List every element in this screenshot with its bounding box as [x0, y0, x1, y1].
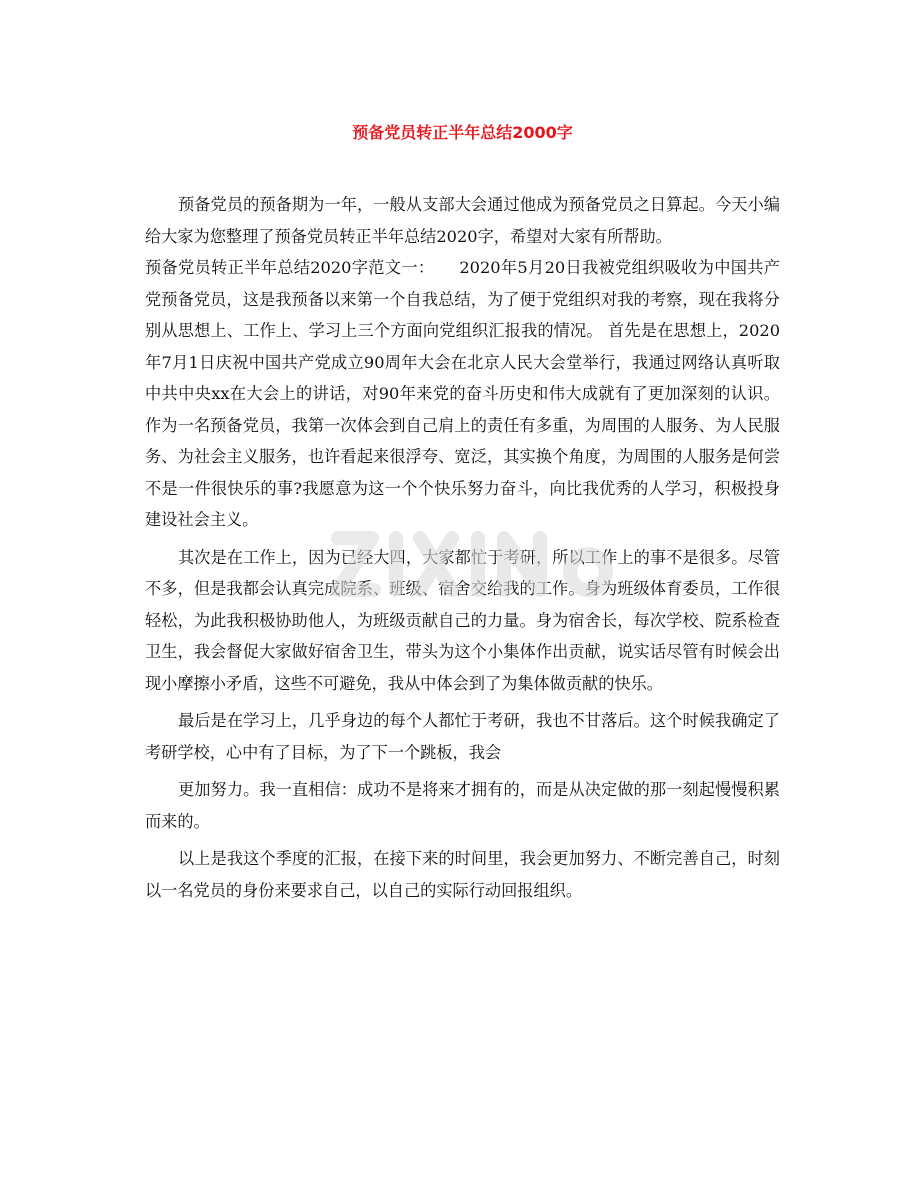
- paragraph-thought: 预备党员转正半年总结2020字范文一： 2020年5月20日我被党组织吸收为中国共产党预备党员，这是我预备以来第一个自我总结，为了便于党组织对我的考察，现在我将分别从思想上、工作上、学习上三个方面向党组织汇报我的情况。 首先是在思想上，2020年7月1日庆祝中国共产党成立90周年大会在北京人民大会堂举行，我通过网络认真听取中共中央xx在大会上的讲话，对90年来党的奋斗历史和伟大成就有了更加深刻的认识。作为一名预备党员，我第一次体会到自己肩上的责任有多重，为周围的人服务、为人民服务、为社会主义服务，也许看起来很浮夸、宽泛，其实换个角度，为周围的人服务是何尝不是一件很快乐的事?我愿意为这一个个快乐努力奋斗，向比我优秀的人学习，积极投身建设社会主义。: [145, 258, 780, 529]
- paragraph-conclusion: 以上是我这个季度的汇报，在接下来的时间里，我会更加努力、不断完善自己，时刻以一名党员的身份来要求自己，以自己的实际行动回报组织。: [145, 849, 780, 900]
- paragraph-study-continued: 更加努力。我一直相信：成功不是将来才拥有的，而是从决定做的那一刻起慢慢积累而来的。: [145, 780, 780, 831]
- document-title: 预备党员转正半年总结2000字: [352, 123, 573, 142]
- paragraph-work: 其次是在工作上，因为已经大四，大家都忙于考研，所以工作上的事不是很多。尽管不多，但是我都会认真完成院系、班级、宿舍交给我的工作。身为班级体育委员，工作很轻松，为此我积极协助他人，为班级贡献自己的力量。身为宿舍长，每次学校、院系检查卫生，我会督促大家做好宿舍卫生，带头为这个小集体作出贡献，说实话尽管有时候会出现小摩擦小矛盾，这些不可避免，我从中体会到了为集体做贡献的快乐。: [145, 547, 780, 693]
- paragraph-intro: 预备党员的预备期为一年，一般从支部大会通过他成为预备党员之日算起。今天小编给大家为您整理了预备党员转正半年总结2020字，希望对大家有所帮助。: [145, 195, 780, 246]
- document-body: [145, 189, 780, 906]
- paragraph-study: 最后是在学习上，几乎身边的每个人都忙于考研，我也不甘落后。这个时候我确定了考研学校，心中有了目标，为了下一个跳板，我会: [145, 711, 780, 762]
